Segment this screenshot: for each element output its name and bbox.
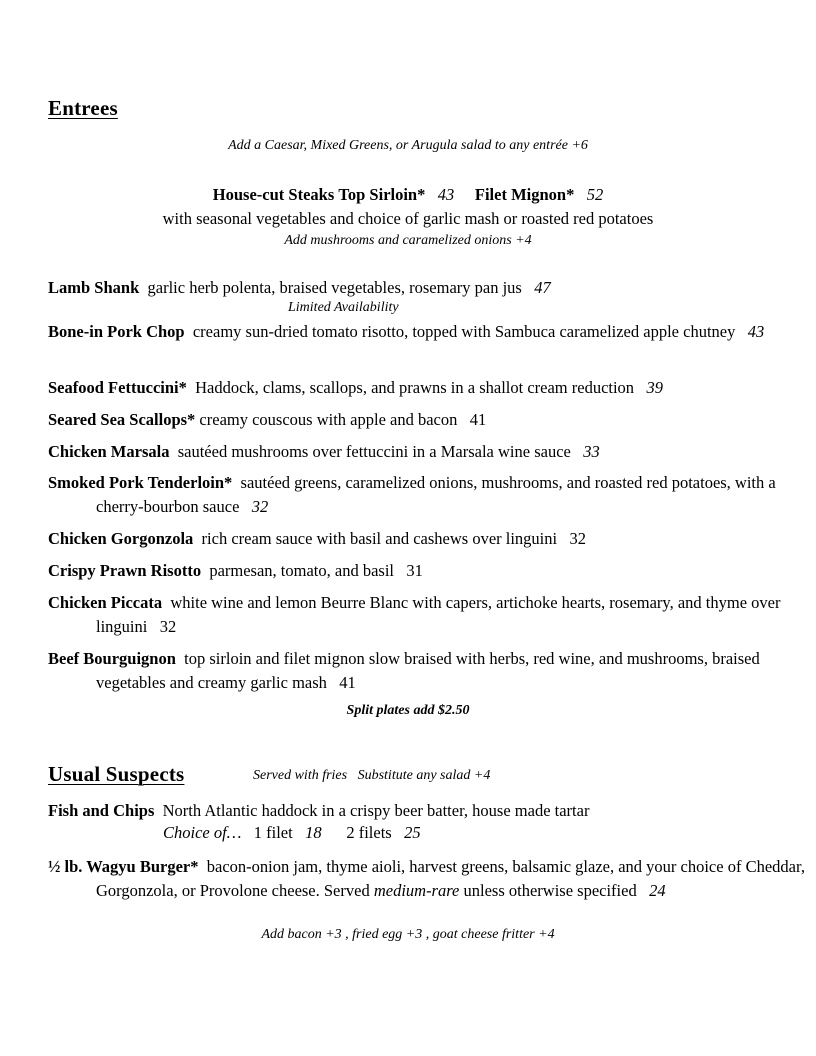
item-name: Beef Bourguignon bbox=[48, 649, 176, 668]
menu-item-wagyu-burger bbox=[48, 855, 816, 903]
item-name: Crispy Prawn Risotto bbox=[48, 561, 202, 580]
item-name: Bone-in Pork Chop bbox=[48, 322, 185, 341]
steak-cut-2: Filet Mignon* bbox=[474, 185, 575, 204]
item-price: 33 bbox=[583, 442, 600, 461]
item-name: Fish and Chips bbox=[48, 801, 155, 820]
item-price: 43 bbox=[747, 322, 765, 341]
item-price: 32 bbox=[159, 617, 177, 636]
item-desc: parmesan, tomato, and basil bbox=[209, 561, 394, 580]
item-price: 39 bbox=[646, 378, 663, 397]
item-desc: garlic herb polenta, braised vegetables, rosemary pan jus bbox=[147, 278, 522, 297]
steaks-line bbox=[0, 185, 816, 205]
choice-price-1: 18 bbox=[305, 823, 322, 842]
usual-suspects-subnote: Served with fries Substitute any salad +4 bbox=[253, 768, 491, 783]
entrees-heading: Entrees bbox=[48, 96, 118, 120]
item-desc: sautéed mushrooms over fettuccini in a Marsala wine sauce bbox=[177, 442, 571, 461]
menu-item-sea-scallops bbox=[48, 408, 816, 432]
choice-option-1: 1 filet bbox=[253, 823, 293, 842]
steak-price-2: 52 bbox=[586, 185, 604, 204]
item-price: 41 bbox=[339, 673, 356, 692]
item-price: 24 bbox=[649, 881, 666, 900]
salad-note: Add a Caesar, Mixed Greens, or Arugula salad to any entrée +6 bbox=[228, 138, 588, 153]
choice-option-2: 2 filets bbox=[346, 823, 392, 842]
item-desc: bacon-onion jam, thyme aioli, harvest greens, balsamic glaze, and your choice of Cheddar, Gorgonzola, or Provolone cheese. Served bbox=[96, 857, 805, 900]
menu-item-pork-chop bbox=[48, 320, 816, 344]
item-name: Lamb Shank bbox=[48, 278, 140, 297]
steaks-label: House-cut Steaks bbox=[212, 185, 335, 204]
item-desc: Haddock, clams, scallops, and prawns in a shallot cream reduction bbox=[195, 378, 635, 397]
item-price: 47 bbox=[534, 278, 551, 297]
item-price: 32 bbox=[251, 497, 269, 516]
item-name: Seared Sea Scallops* bbox=[48, 410, 196, 429]
menu-item-fish-and-chips bbox=[48, 799, 816, 823]
item-name: Seafood Fettuccini* bbox=[48, 378, 187, 397]
item-name: ½ lb. Wagyu Burger* bbox=[48, 857, 199, 876]
item-desc: creamy sun-dried tomato risotto, topped with Sambuca caramelized apple chutney bbox=[192, 322, 736, 341]
menu-item-prawn-risotto bbox=[48, 559, 816, 583]
burger-addons-note: Add bacon +3 , fried egg +3 , goat cheese fritter +4 bbox=[261, 927, 555, 942]
item-desc: creamy couscous with apple and bacon bbox=[199, 410, 458, 429]
item-desc-emphasis: medium-rare bbox=[373, 881, 460, 900]
item-price: 31 bbox=[406, 561, 423, 580]
choice-price-2: 25 bbox=[404, 823, 421, 842]
item-name: Chicken Gorgonzola bbox=[48, 529, 194, 548]
choice-label: Choice of… bbox=[163, 823, 242, 842]
item-name: Chicken Piccata bbox=[48, 593, 163, 612]
item-desc: top sirloin and filet mignon slow braised with herbs, red wine, and mushrooms, braised vegetables and creamy garlic mash bbox=[96, 649, 760, 692]
item-price: 32 bbox=[569, 529, 586, 548]
menu-item-pork-tenderloin bbox=[48, 471, 816, 519]
menu-item-chicken-piccata bbox=[48, 591, 816, 639]
limited-availability-note: Limited Availability bbox=[288, 300, 399, 315]
fish-choice-line bbox=[163, 823, 421, 843]
item-desc: rich cream sauce with basil and cashews over linguini bbox=[201, 529, 558, 548]
steaks-addon: Add mushrooms and caramelized onions +4 bbox=[284, 233, 532, 248]
usual-suspects-heading: Usual Suspects bbox=[48, 762, 185, 786]
menu-item-beef-bourguignon bbox=[48, 647, 816, 695]
steak-price-1: 43 bbox=[437, 185, 455, 204]
steaks-desc: with seasonal vegetables and choice of garlic mash or roasted red potatoes bbox=[162, 209, 654, 228]
item-name: Smoked Pork Tenderloin* bbox=[48, 473, 233, 492]
split-plates-note: Split plates add $2.50 bbox=[346, 703, 470, 718]
item-price: 41 bbox=[469, 410, 487, 429]
menu-item-chicken-gorgonzola bbox=[48, 527, 816, 551]
menu-item-seafood-fettuccini bbox=[48, 376, 816, 400]
item-desc: North Atlantic haddock in a crispy beer batter, house made tartar bbox=[162, 801, 590, 820]
item-desc: white wine and lemon Beurre Blanc with capers, artichoke hearts, rosemary, and thyme over linguini bbox=[96, 593, 781, 636]
item-name: Chicken Marsala bbox=[48, 442, 170, 461]
menu-item-chicken-marsala bbox=[48, 440, 816, 464]
item-desc-end: unless otherwise specified bbox=[463, 881, 637, 900]
menu-item-lamb-shank bbox=[48, 276, 816, 300]
steak-cut-1: Top Sirloin* bbox=[338, 185, 426, 204]
item-desc: sautéed greens, caramelized onions, mushrooms, and roasted red potatoes, with a cherry-bourbon sauce bbox=[96, 473, 776, 516]
